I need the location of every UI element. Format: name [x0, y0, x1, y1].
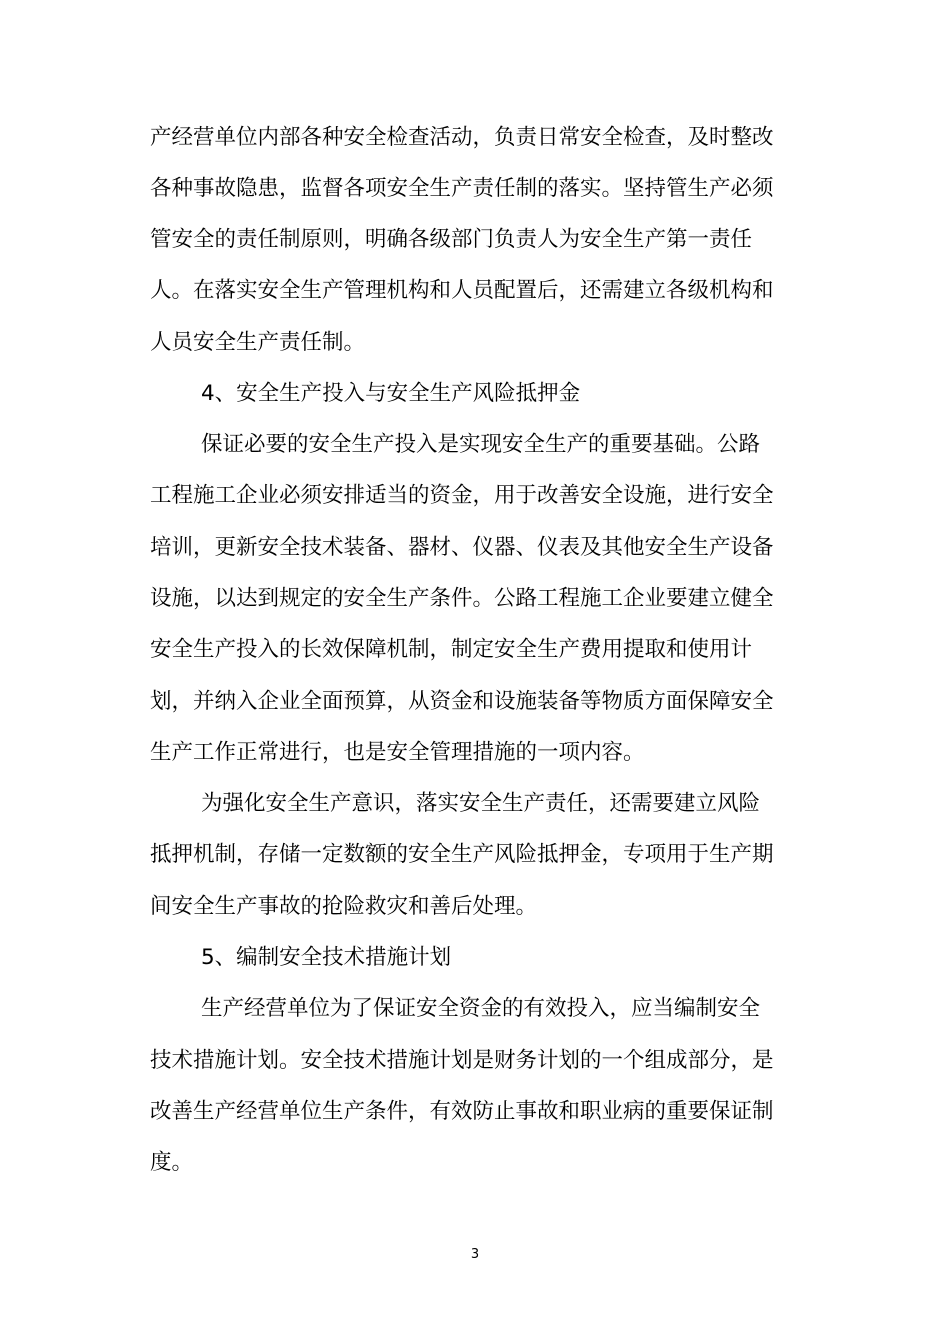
text-line: 度。 — [150, 1150, 194, 1175]
section-heading: 5、编制安全技术措施计划 — [201, 945, 452, 970]
text-line: 抵押机制，存储一定数额的安全生产风险抵押金，专项用于生产期 — [150, 842, 774, 867]
text-line: 生产经营单位为了保证安全资金的有效投入，应当编制安全 — [201, 996, 761, 1021]
section-heading: 4、安全生产投入与安全生产风险抵押金 — [201, 381, 581, 406]
text-line: 安全生产投入的长效保障机制，制定安全生产费用提取和使用计 — [150, 637, 753, 662]
text-line: 各种事故隐患，监督各项安全生产责任制的落实。坚持管生产必须 — [150, 176, 774, 201]
text-line: 工程施工企业必须安排适当的资金，用于改善安全设施，进行安全 — [150, 483, 774, 508]
text-line: 设施，以达到规定的安全生产条件。公路工程施工企业要建立健全 — [150, 586, 774, 611]
text-line: 管安全的责任制原则，明确各级部门负责人为安全生产第一责任 — [150, 227, 753, 252]
text-line: 生产工作正常进行，也是安全管理措施的一项内容。 — [150, 740, 645, 765]
text-line: 划，并纳入企业全面预算，从资金和设施装备等物质方面保障安全 — [150, 689, 774, 714]
text-line: 技术措施计划。安全技术措施计划是财务计划的一个组成部分，是 — [150, 1048, 774, 1073]
text-line: 人。在落实安全生产管理机构和人员配置后，还需建立各级机构和 — [150, 278, 774, 303]
text-line: 间安全生产事故的抢险救灾和善后处理。 — [150, 894, 538, 919]
text-line: 人员安全生产责任制。 — [150, 330, 366, 355]
page-number: 3 — [470, 1247, 480, 1262]
text-line: 产经营单位内部各种安全检查活动，负责日常安全检查，及时整改 — [150, 125, 774, 150]
text-line: 保证必要的安全生产投入是实现安全生产的重要基础。公路 — [201, 432, 761, 457]
text-line: 为强化安全生产意识，落实安全生产责任，还需要建立风险 — [201, 791, 761, 816]
text-line: 改善生产经营单位生产条件，有效防止事故和职业病的重要保证制 — [150, 1099, 774, 1124]
text-line: 培训，更新安全技术装备、器材、仪器、仪表及其他安全生产设备 — [150, 535, 774, 560]
